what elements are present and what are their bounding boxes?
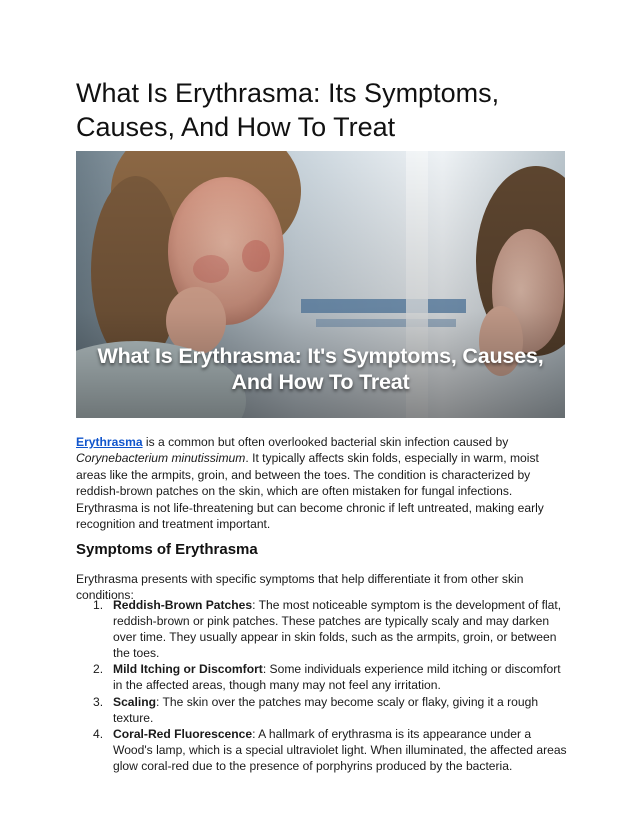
- list-term: Reddish-Brown Patches: [113, 598, 253, 612]
- symptoms-list: [76, 597, 568, 774]
- intro-text-1: is a common but often overlooked bacterial skin infection caused by: [142, 435, 509, 449]
- intro-paragraph: [76, 434, 568, 532]
- hero-overlay-line1: What Is Erythrasma: It's Symptoms, Causes,: [97, 344, 544, 368]
- hero-overlay-line2: And How To Treat: [231, 370, 410, 394]
- list-number: 4.: [93, 726, 104, 741]
- intro-text-2: . It typically affects skin folds, especially in warm, moist areas like the armpits, groin, and between the toes. The condition is characterized by reddish-brown patches on the skin, which are often mistaken for fungal infections. Erythrasma is not life-threatening but can become chronic if left untreated, making early recognition and treatment important.: [76, 451, 544, 532]
- erythrasma-link[interactable]: Erythrasma: [76, 435, 143, 449]
- intro-italic-species: Corynebacterium minutissimum: [76, 451, 246, 466]
- hero-image: [76, 151, 565, 418]
- list-number: 2.: [93, 662, 104, 677]
- list-item: [76, 597, 568, 661]
- list-number: 3.: [93, 694, 104, 709]
- list-desc: : Some individuals experience mild itching or discomfort in the affected areas, though many may not feel any irritation.: [113, 662, 561, 693]
- symptoms-lead: Erythrasma presents with specific symptoms that help differentiate it from other skin conditions:: [76, 572, 524, 602]
- list-desc: : The most noticeable symptom is the development of flat, reddish-brown or pink patches. These patches are typically scaly and may darken over time. They usually appear in skin folds, such as the armpits, groin, or between the toes.: [113, 598, 562, 661]
- list-item: [76, 661, 568, 693]
- list-number: 1.: [93, 598, 104, 612]
- list-item: [76, 694, 568, 726]
- list-desc: : The skin over the patches may become scaly or flaky, giving it a rough texture.: [113, 694, 539, 725]
- hero-overlay-title: [76, 343, 565, 395]
- list-term: Coral-Red Fluorescence: [113, 726, 253, 741]
- symptoms-heading: Symptoms of Erythrasma: [76, 541, 258, 558]
- list-desc: : A hallmark of erythrasma is its appearance under a Wood's lamp, which is a special ultraviolet light. When illuminated, the affected areas glow coral-red due to the presence of porphyrins produced by the bacteria.: [113, 726, 567, 773]
- list-term: Mild Itching or Discomfort: [113, 662, 263, 677]
- list-term: Scaling: [113, 694, 157, 709]
- list-item: [76, 726, 568, 774]
- page-title: What Is Erythrasma: Its Symptoms, Causes, And How To Treat: [76, 78, 500, 142]
